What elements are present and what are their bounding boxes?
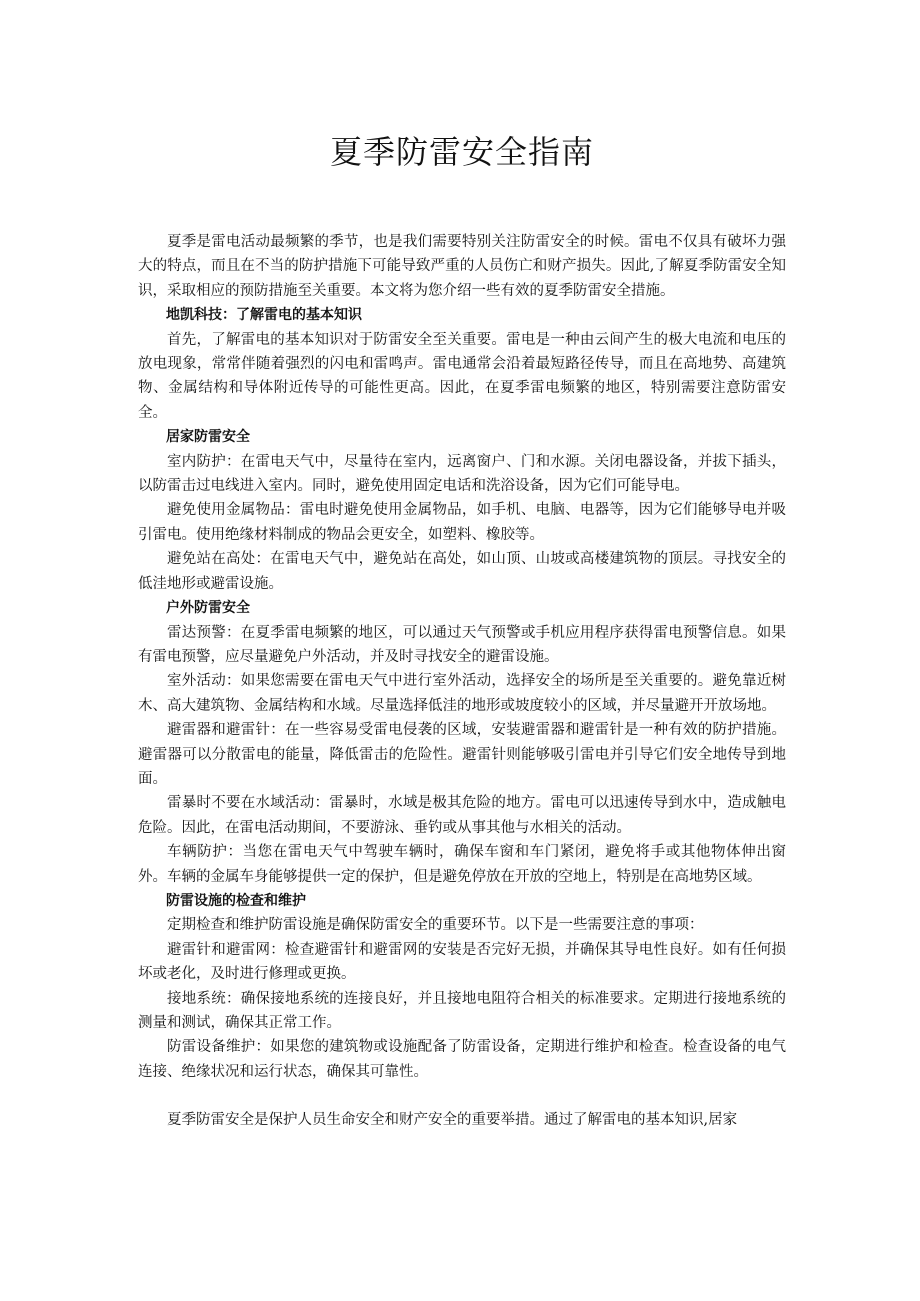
document-title: 夏季防雷安全指南 [329, 133, 594, 171]
body-paragraph: 室内防护：在雷电天气中，尽量待在室内，远离窗户、门和水源。关闭电器设备，并拔下插头，以防雷击过电线进入室内。同时，避免使用固定电话和洗浴设备，因为它们可能导电。 [138, 453, 786, 495]
document-body [138, 230, 786, 1133]
body-paragraph: 定期检查和维护防雷设施是确保防雷安全的重要环节。以下是一些需要注意的事项： [167, 917, 704, 934]
section-heading: 防雷设施的检查和维护 [166, 892, 306, 909]
body-paragraph: 防雷设备维护：如果您的建筑物或设施配备了防雷设备，定期进行维护和检查。检查设备的电气连接、绝缘状况和运行状态，确保其可靠性。 [138, 1039, 786, 1080]
body-paragraph: 避免站在高处：在雷电天气中，避免站在高处，如山顶、山坡或高楼建筑物的顶层。寻找安全的低洼地形或避雷设施。 [138, 551, 786, 592]
document-page [138, 0, 786, 1133]
body-paragraph: 接地系统：确保接地系统的连接良好，并且接地电阻符合相关的标准要求。定期进行接地系统的测量和测试，确保其正常工作。 [138, 990, 786, 1031]
body-paragraph: 车辆防护：当您在雷电天气中驾驶车辆时，确保车窗和车门紧闭，避免将手或其他物体伸出窗外。车辆的金属车身能够提供一定的保护，但是避免停放在开放的空地上，特别是在高地势区域。 [138, 844, 786, 885]
paragraph-spacer [138, 1084, 786, 1108]
section-heading: 地凯科技：了解雷电的基本知识 [166, 307, 362, 324]
body-paragraph: 雷达预警：在夏季雷电频繁的地区，可以通过天气预警或手机应用程序获得雷电预警信息。如果有雷电预警，应尽量避免户外活动，并及时寻找安全的避雷设施。 [138, 624, 786, 665]
body-paragraph: 室外活动：如果您需要在雷电天气中进行室外活动，选择安全的场所是至关重要的。避免靠近树木、高大建筑物、金属结构和水域。尽量选择低洼的地形或坡度较小的区域，并尽量避开开放场地。 [138, 673, 786, 714]
body-paragraph: 夏季是雷电活动最频繁的季节，也是我们需要特别关注防雷安全的时候。雷电不仅具有破坏力强大的特点，而且在不当的防护措施下可能导致严重的人员伤亡和财产损失。因此,了解夏季防雷安全知识，采取相应的预防措施至关重要。本文将为您介绍一些有效的夏季防雷安全措施。 [138, 234, 786, 299]
body-paragraph: 雷暴时不要在水域活动：雷暴时，水域是极其危险的地方。雷电可以迅速传导到水中，造成触电危险。因此，在雷电活动期间，不要游泳、垂钓或从事其他与水相关的活动。 [138, 795, 786, 836]
section-heading: 居家防雷安全 [166, 429, 250, 446]
body-paragraph: 避雷针和避雷网：检查避雷针和避雷网的安装是否完好无损，并确保其导电性良好。如有任何损坏或老化，及时进行修理或更换。 [138, 941, 786, 983]
section-heading: 户外防雷安全 [166, 600, 250, 617]
body-paragraph: 首先，了解雷电的基本知识对于防雷安全至关重要。雷电是一种由云间产生的极大电流和电压的放电现象，常常伴随着强烈的闪电和雷鸣声。雷电通常会沿着最短路径传导，而且在高地势、高建筑物、金属结构和导体附近传导的可能性更高。因此，在夏季雷电频繁的地区，特别需要注意防雷安全。 [138, 331, 786, 421]
body-paragraph: 避免使用金属物品：雷电时避免使用金属物品，如手机、电脑、电器等，因为它们能够导电并吸引雷电。使用绝缘材料制成的物品会更安全，如塑料、橡胶等。 [138, 502, 786, 543]
body-paragraph: 避雷器和避雷针：在一些容易受雷电侵袭的区域，安装避雷器和避雷针是一种有效的防护措施。避雷器可以分散雷电的能量，降低雷击的危险性。避雷针则能够吸引雷电并引导它们安全地传导到地面。 [138, 722, 786, 787]
body-paragraph: 夏季防雷安全是保护人员生命安全和财产安全的重要举措。通过了解雷电的基本知识,居家 [167, 1112, 738, 1129]
